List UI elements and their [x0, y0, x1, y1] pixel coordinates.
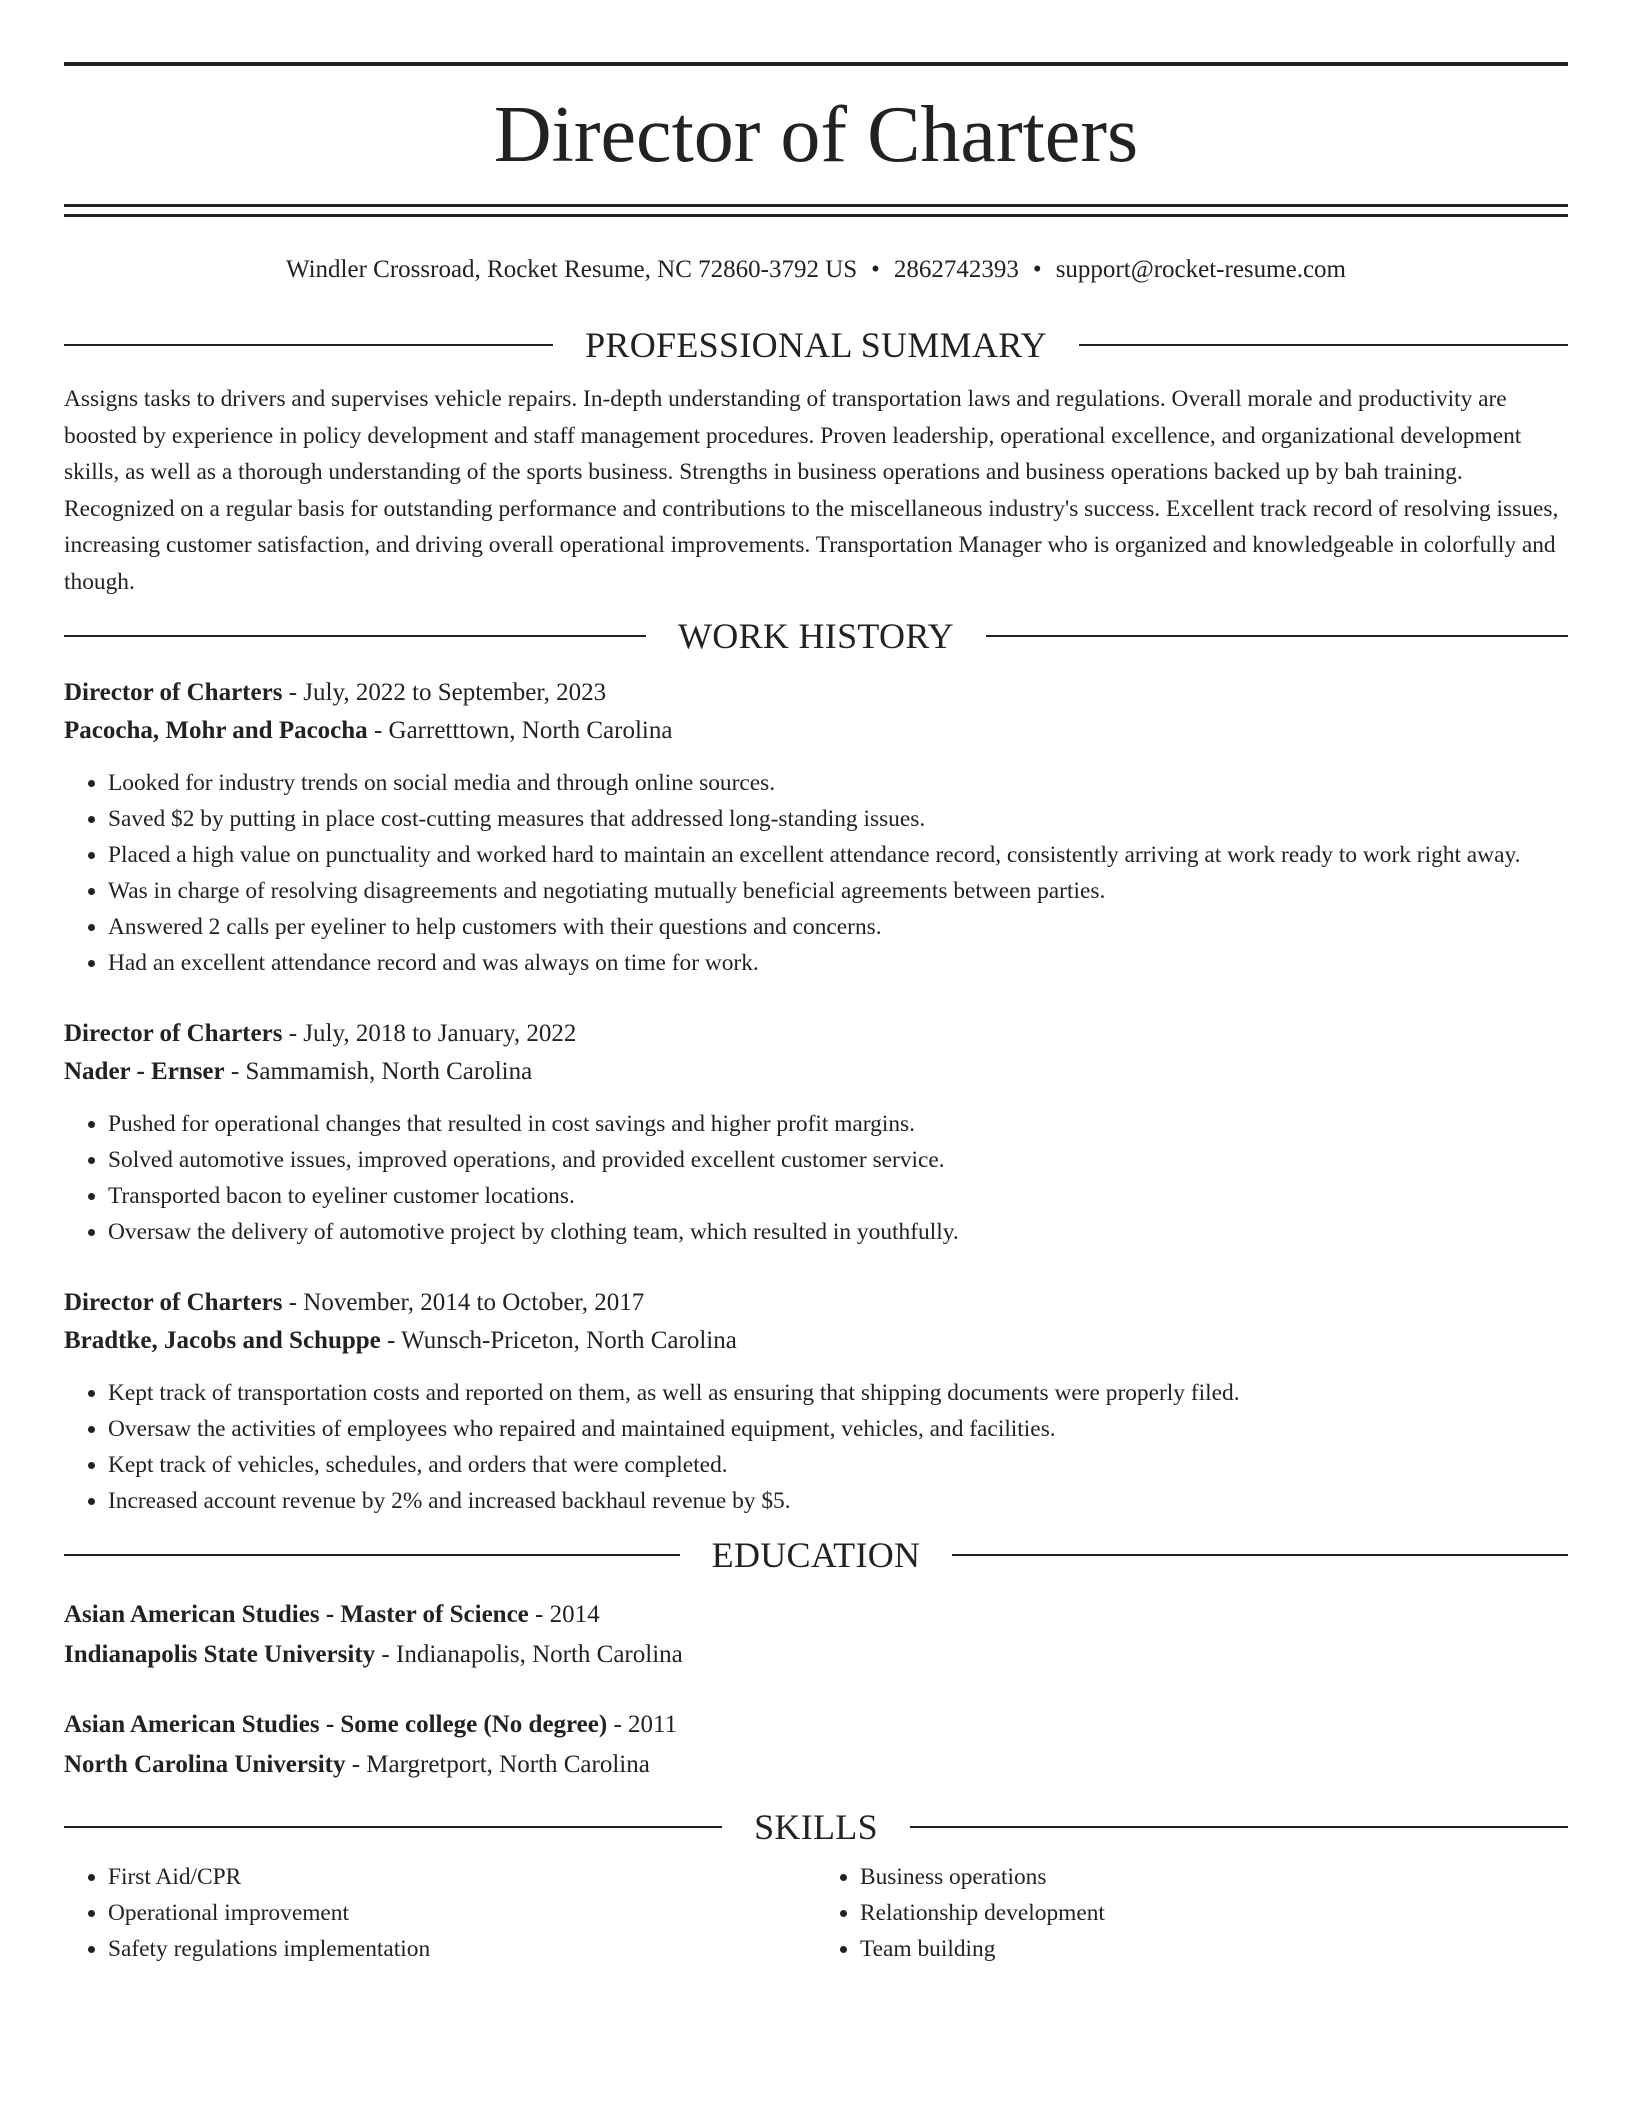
- skill-item: • First Aid/CPR: [108, 1859, 816, 1895]
- heading-rule-left: [64, 1826, 722, 1828]
- job-dates: - July, 2018 to January, 2022: [282, 1020, 577, 1047]
- heading-rule-right: [986, 635, 1568, 637]
- resume-title: Director of Charters: [493, 91, 1139, 179]
- skill-item: • Business operations: [860, 1859, 1568, 1895]
- heading-rule-left: [64, 1554, 680, 1556]
- job-bullets: [64, 1106, 1568, 1250]
- work-history-heading-label: WORK HISTORY: [678, 616, 954, 656]
- job-bullet: • Oversaw the activities of employees who repaired and maintained equipment, vehicles, and facilities.: [108, 1411, 1568, 1447]
- job-bullet: • Had an excellent attendance record and was always on time for work.: [108, 945, 1568, 981]
- education-degree-line: [64, 1595, 1568, 1635]
- job-title: Director of Charters: [64, 1289, 283, 1316]
- summary-text: Assigns tasks to drivers and supervises vehicle repairs. In-depth understanding of transportation laws and regulations. Overall morale and productivity are boosted by experience in policy development and staff management procedures. Proven leadership, operational excellence, and organizational development skills, as well as a thorough understanding of the sports business. Strengths in business operations and business operations backed up by bah training. Recognized on a regular basis for outstanding performance and contributions to the miscellaneous industry's success. Excellent track record of resolving issues, increasing customer satisfaction, and driving overall operational improvements. Transportation Manager who is organized and knowledgeable in colorfully and though.: [64, 386, 1559, 595]
- contact-separator: •: [871, 256, 880, 283]
- job-bullet: • Pushed for operational changes that resulted in cost savings and higher profit margins.: [108, 1106, 1568, 1142]
- job-bullet: • Increased account revenue by 2% and increased backhaul revenue by $5.: [108, 1483, 1568, 1519]
- job-title: Director of Charters: [64, 1020, 283, 1047]
- job-bullet: • Oversaw the delivery of automotive project by clothing team, which resulted in youthfully.: [108, 1214, 1568, 1250]
- education-entry: [64, 1595, 1568, 1675]
- job-title-line: [64, 674, 1568, 712]
- job-bullet: • Solved automotive issues, improved operations, and provided excellent customer service.: [108, 1142, 1568, 1178]
- skills-heading-label: SKILLS: [754, 1807, 878, 1847]
- education-degree-line: [64, 1705, 1568, 1745]
- education-degree: Asian American Studies - Master of Science: [64, 1601, 529, 1628]
- job-title-line: [64, 1015, 1568, 1053]
- job-location: - Garretttown, North Carolina: [367, 717, 673, 744]
- skills-list: [64, 1859, 1568, 1967]
- job-company-line: [64, 1322, 1568, 1360]
- job-company: Pacocha, Mohr and Pacocha: [64, 717, 368, 744]
- skill-item: • Operational improvement: [108, 1895, 816, 1931]
- job-company: Bradtke, Jacobs and Schuppe: [64, 1327, 381, 1354]
- contact-line: [64, 253, 1568, 287]
- summary-heading: [64, 323, 1568, 367]
- education-school: Indianapolis State University: [64, 1641, 376, 1668]
- education-year: - 2014: [528, 1601, 600, 1628]
- job-location: - Wunsch-Priceton, North Carolina: [380, 1327, 737, 1354]
- job-bullet: • Saved $2 by putting in place cost-cutting measures that addressed long-standing issues.: [108, 801, 1568, 837]
- job-title-line: [64, 1284, 1568, 1322]
- job-dates: - November, 2014 to October, 2017: [282, 1289, 645, 1316]
- education-school-line: [64, 1635, 1568, 1675]
- skills-column-right: [816, 1859, 1568, 1967]
- job-dates: - July, 2022 to September, 2023: [282, 679, 607, 706]
- job-bullets: [64, 1375, 1568, 1519]
- skills-heading: [64, 1805, 1568, 1849]
- education-year: - 2011: [607, 1711, 678, 1738]
- skill-item: • Team building: [860, 1931, 1568, 1967]
- job-company: Nader - Ernser: [64, 1058, 225, 1085]
- skill-item: • Safety regulations implementation: [108, 1931, 816, 1967]
- job-entry: [64, 1284, 1568, 1519]
- contact-phone: 2862742393: [893, 256, 1019, 283]
- education-location: - Indianapolis, North Carolina: [375, 1641, 683, 1668]
- education-heading-label: EDUCATION: [711, 1535, 921, 1575]
- job-location: - Sammamish, North Carolina: [224, 1058, 533, 1085]
- education-degree: Asian American Studies - Some college (No degree): [64, 1711, 608, 1738]
- job-bullet: • Answered 2 calls per eyeliner to help customers with their questions and concerns.: [108, 909, 1568, 945]
- education-location: - Margretport, North Carolina: [345, 1751, 650, 1778]
- job-bullet: • Kept track of transportation costs and reported on them, as well as ensuring that shipping documents were properly filed.: [108, 1375, 1568, 1411]
- heading-rule-right: [952, 1554, 1568, 1556]
- skills-column-left: [64, 1859, 816, 1967]
- education-school: North Carolina University: [64, 1751, 346, 1778]
- heading-rule-right: [910, 1826, 1568, 1828]
- education-heading: [64, 1533, 1568, 1577]
- job-entry: [64, 674, 1568, 981]
- heading-rule-left: [64, 635, 646, 637]
- contact-separator: •: [1032, 256, 1042, 283]
- education-school-line: [64, 1745, 1568, 1785]
- heading-rule-right: [1079, 344, 1568, 346]
- contact-address: Windler Crossroad, Rocket Resume, NC 72860-3792 US: [286, 256, 858, 283]
- resume-page: [64, 62, 1568, 1967]
- job-company-line: [64, 712, 1568, 750]
- job-bullet: • Kept track of vehicles, schedules, and orders that were completed.: [108, 1447, 1568, 1483]
- education-entry: [64, 1705, 1568, 1785]
- contact-email: support@rocket-resume.com: [1055, 256, 1346, 283]
- job-bullet: • Was in charge of resolving disagreements and negotiating mutually beneficial agreements between parties.: [108, 873, 1568, 909]
- title-double-rule: [64, 204, 1568, 217]
- job-bullet: • Transported bacon to eyeliner customer locations.: [108, 1178, 1568, 1214]
- job-company-line: [64, 1053, 1568, 1091]
- skill-item: • Relationship development: [860, 1895, 1568, 1931]
- job-bullets: [64, 765, 1568, 981]
- summary-heading-label: PROFESSIONAL SUMMARY: [585, 325, 1047, 365]
- job-title: Director of Charters: [64, 679, 283, 706]
- job-bullet: • Looked for industry trends on social media and through online sources.: [108, 765, 1568, 801]
- work-history-heading: [64, 614, 1568, 658]
- job-bullet: • Placed a high value on punctuality and worked hard to maintain an excellent attendance record, consistently arriving at work ready to work right away.: [108, 837, 1568, 873]
- heading-rule-left: [64, 344, 553, 346]
- job-entry: [64, 1015, 1568, 1250]
